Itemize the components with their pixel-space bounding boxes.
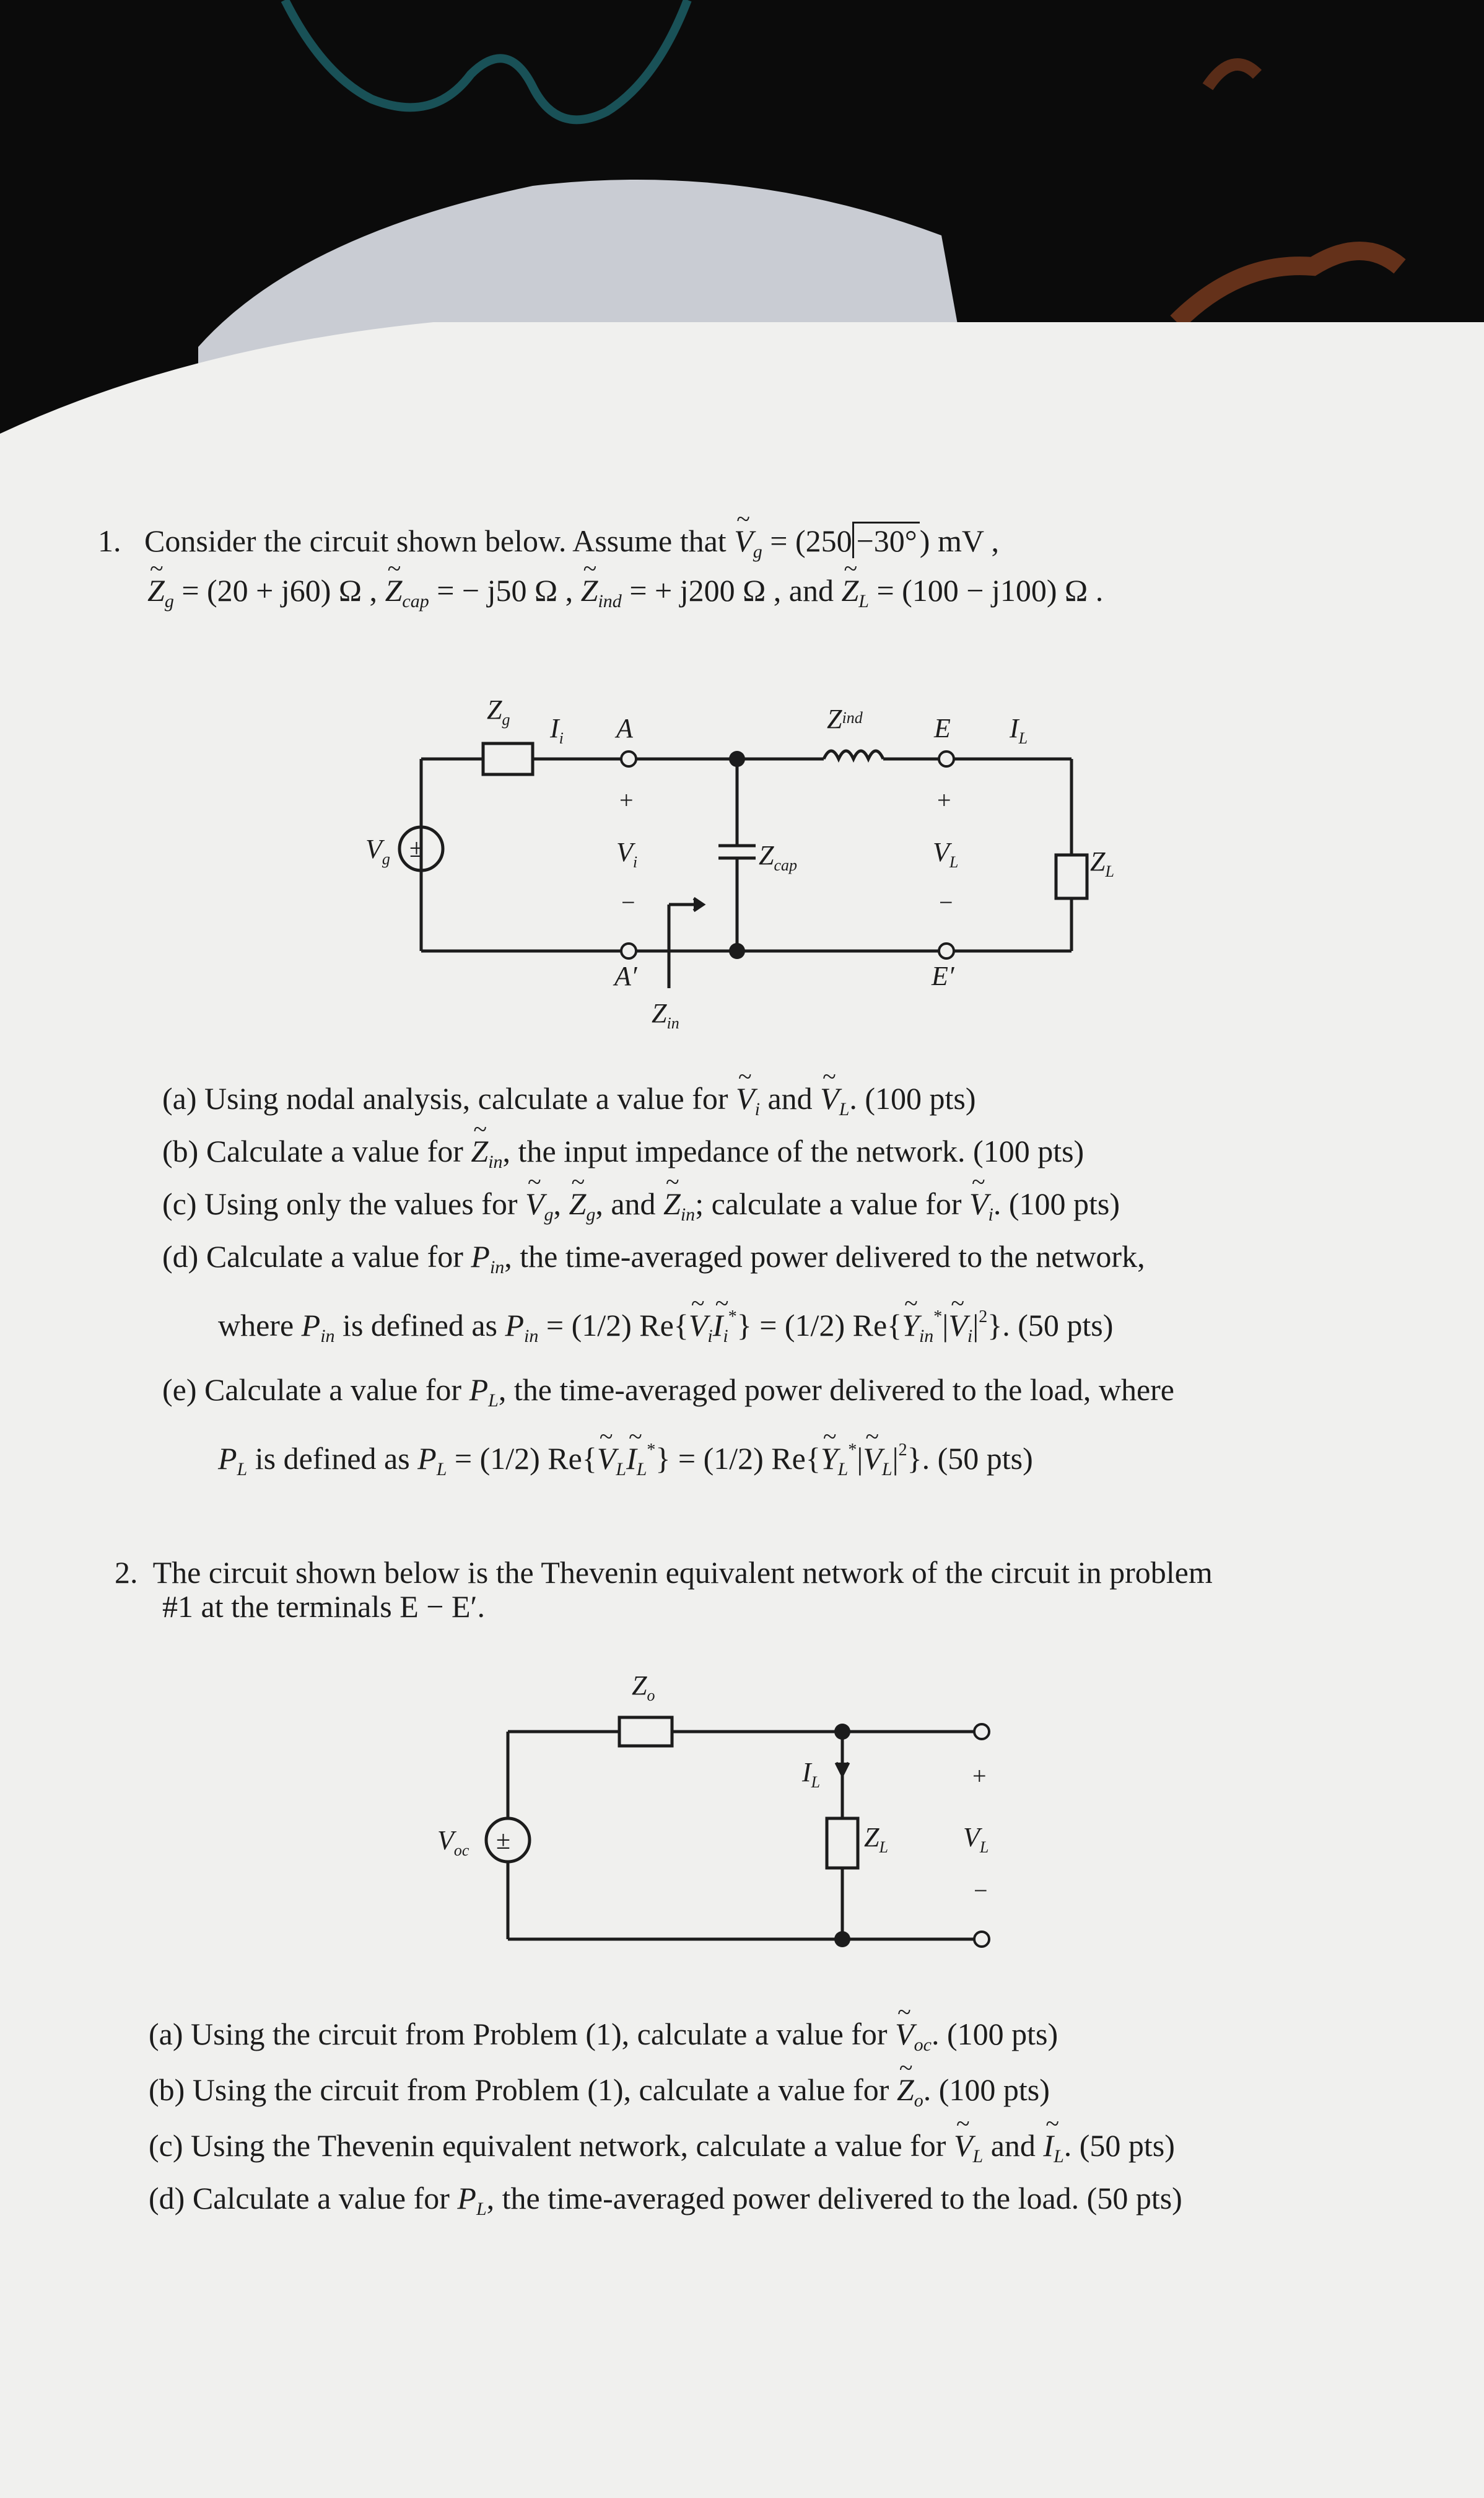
problem-1-line-1: 1. Consider the circuit shown below. Assume that ~ $V_g = (250 -30^\circ)$ mV ,: [98, 524, 999, 563]
node-dot-top: [729, 751, 745, 767]
p1-part-c: (c) Using only the values for ~ $V_g$, ~ $Z_g$, and ~ $Z_{in}$; calculate a value for ~ $V_i$. (100 pts): [162, 1186, 1120, 1226]
vl-minus-2: −: [974, 1877, 988, 1904]
p1-part-b: (b) Calculate a value for ~ $Z_{in}$, the input impedance of the network. (100 pts): [162, 1134, 1084, 1173]
vl-label: $V_L$: [933, 837, 959, 871]
p2-part-c: (c) Using the Thevenin equivalent network, calculate a value for ~ $V_L$ and ~ $I_L$. (50 pts): [149, 2128, 1175, 2168]
terminal-a-label: A: [616, 713, 633, 743]
terminal-e-prime-label: E′: [932, 961, 954, 991]
zl-label: $Z_L$: [1090, 846, 1114, 880]
terminal-top-2: [974, 1724, 989, 1739]
vg-label: $V_g$: [365, 834, 390, 868]
terminal-e: [939, 752, 954, 766]
terminal-a-prime-label: A′: [614, 961, 637, 991]
zin-label: $Z_{in}$: [652, 998, 679, 1032]
problem-2-line-1: 2. The circuit shown below is the Thevenin equivalent network of the circuit in problem: [115, 1555, 1213, 1590]
zcap-label: $Z_{cap}$: [759, 840, 798, 874]
terminal-a-prime: [621, 944, 636, 958]
il-label: $I_L$: [1010, 713, 1028, 747]
terminal-e-prime: [939, 944, 954, 958]
zg-resistor-symbol: [483, 743, 533, 774]
inductor-symbol: [824, 751, 883, 759]
zo-label: $Z_o$: [632, 1670, 655, 1704]
zl-value: = (100 − j100) Ω .: [876, 573, 1104, 608]
terminal-e-label: E: [934, 713, 951, 743]
p2-part-b: (b) Using the circuit from Problem (1), calculate a value for ~ $Z_o$. (100 pts): [149, 2072, 1050, 2112]
zcap-value: = − j50 Ω ,: [437, 573, 574, 608]
zl-resistor-symbol: [1056, 855, 1087, 898]
zind-label: Zind: [827, 704, 863, 734]
vi-label: $V_i$: [616, 837, 638, 871]
p1-part-d-formula: where $P_{in}$ is defined as $P_{in} = (1/2)$ Re{~ $V_i\sim$ $I_i^*\} = (1/2)$ Re{~ $Y_{in}^*|\sim$ $V_i|^2$}. (50 pts): [218, 1307, 1113, 1348]
p1-part-d: (d) Calculate a value for $P_{in}$, the time-averaged power delivered to the network,: [162, 1239, 1145, 1277]
problem-2-line-2: #1 at the terminals E − E′.: [162, 1589, 485, 1624]
phasor-angle: −30°: [852, 522, 920, 558]
p1-part-a: (a) Using nodal analysis, calculate a value for ~ $V_i$ and ~ $V_L$. (100 pts): [162, 1081, 976, 1121]
vl-label-2: $V_L$: [963, 1822, 989, 1856]
zo-resistor-symbol: [619, 1717, 672, 1746]
node-dot-bottom-2: [834, 1931, 850, 1947]
p1-part-e: (e) Calculate a value for $P_L$, the time-averaged power delivered to the load, where: [162, 1372, 1174, 1411]
vl-minus: −: [939, 888, 953, 916]
vi-minus: −: [621, 888, 635, 916]
source-sign-2: ±: [496, 1826, 511, 1855]
circuit-diagram-2: [396, 1660, 1053, 1970]
problem-1-line-2: ~ $Z_g = (20 + j60)$ Ω , ~ $Z_{cap}$ = − j50 Ω , ~ $Z_{ind}$ = + j200 Ω , and ~ $Z_L = (100 - j100)$ Ω .: [147, 573, 1103, 613]
zl-load-symbol: [827, 1818, 858, 1868]
vi-plus: +: [619, 786, 634, 814]
terminal-bottom-2: [974, 1932, 989, 1947]
node-dot-top-2: [834, 1724, 850, 1740]
terminal-a: [621, 752, 636, 766]
p2-part-d: (d) Calculate a value for $P_L$, the time-averaged power delivered to the load. (50 pts): [149, 2181, 1182, 2219]
problem-2-number: 2.: [115, 1555, 138, 1590]
zg-label: $Z_g$: [487, 695, 510, 729]
vl-plus-2: +: [972, 1762, 987, 1790]
ii-label: $I_i$: [550, 713, 564, 747]
il-label-2: $I_L$: [802, 1757, 821, 1791]
voc-label: $V_{oc}$: [437, 1825, 469, 1859]
circuit-diagram-1: [347, 675, 1140, 1041]
p2-part-a: (a) Using the circuit from Problem (1), calculate a value for ~ $V_{oc}$. (100 pts): [149, 2017, 1058, 2056]
zg-value: = (20 + j60) Ω ,: [181, 573, 378, 608]
node-dot-bottom: [729, 943, 745, 959]
problem-1-number: 1.: [98, 524, 121, 558]
zind-value: = + j200 Ω , and: [629, 573, 834, 608]
vl-plus: +: [937, 786, 951, 814]
problem-1-intro: Consider the circuit shown below. Assume that: [144, 524, 727, 558]
p1-part-e-formula: $P_L$ is defined as $P_L = (1/2)$ Re{~ $V_L\sim$ $I_L^*\} = (1/2)$ Re{~ $Y_L^*|\sim$ $V_L|^2$}. (50 pts): [218, 1440, 1033, 1481]
source-sign: ±: [409, 835, 424, 863]
zl-label-2: $Z_L$: [864, 1822, 888, 1856]
